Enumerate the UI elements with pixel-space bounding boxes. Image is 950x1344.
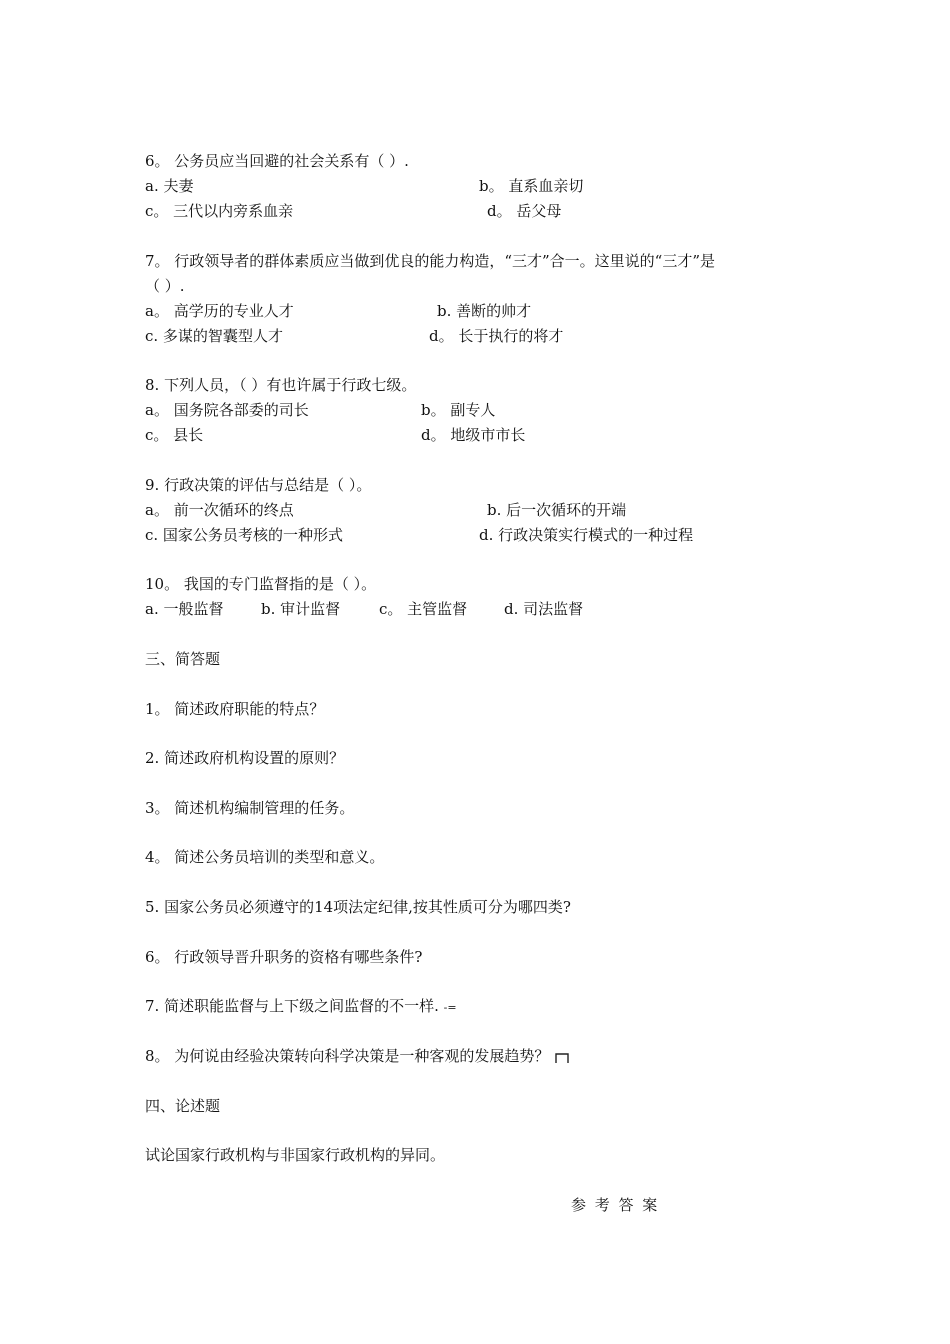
short-answer-6: 6。 行政领导晋升职务的资格有哪些条件? [145,948,423,966]
q10-stem: 10。 我国的专门监督指的是（ ）。 [145,575,377,593]
short-answer-8-row [145,1047,570,1065]
q7-stem-continued: （ ）. [145,277,185,295]
q8-option-b: b。 副专人 [421,401,496,419]
q9-option-a: a。 前一次循环的终点 [145,501,294,519]
q7-option-b: b. 善断的帅才 [437,302,532,320]
short-answer-4: 4。 简述公务员培训的类型和意义。 [145,848,385,866]
q6-option-a: a. 夫妻 [145,177,194,195]
short-answer-3: 3。 简述机构编制管理的任务。 [145,799,355,817]
q6-stem: 6。 公务员应当回避的社会关系有（ ）. [145,152,409,170]
q6-option-d: d。 岳父母 [487,202,562,220]
scan-mark-icon [554,1050,570,1064]
q7-option-d: d。 长于执行的将才 [429,327,564,345]
section-4-heading: 四、论述题 [145,1097,221,1115]
scan-mark-icon: -= [443,1001,457,1014]
q6-option-b: b。 直系血亲切 [479,177,584,195]
q8-option-a: a。 国务院各部委的司长 [145,401,309,419]
q8-option-d: d。 地级市市长 [421,426,526,444]
answers-heading: 参 考 答 案 [571,1196,660,1214]
q9-option-b: b. 后一次循环的开端 [487,501,627,519]
q9-option-d: d. 行政决策实行模式的一种过程 [479,526,694,544]
q10-option-d: d. 司法监督 [504,600,584,618]
q7-option-c: c. 多谋的智囊型人才 [145,327,283,345]
q9-stem: 9. 行政决策的评估与总结是（ ）。 [145,476,372,494]
short-answer-7-row [145,997,457,1017]
q10-option-c: c。 主管监督 [379,600,468,618]
q9-option-c: c. 国家公务员考核的一种形式 [145,526,343,544]
essay-question: 试论国家行政机构与非国家行政机构的异同。 [145,1146,446,1164]
section-3-heading: 三、简答题 [145,650,221,668]
q7-option-a: a。 高学历的专业人才 [145,302,294,320]
short-answer-8: 8。 为何说由经验决策转向科学决策是一种客观的发展趋势？ [145,1047,550,1065]
short-answer-5: 5. 国家公务员必须遵守的14项法定纪律,按其性质可分为哪四类? [145,898,571,916]
short-answer-1: 1。 简述政府职能的特点？ [145,700,325,718]
q7-stem: 7。 行政领导者的群体素质应当做到优良的能力构造，“三才”合一。这里说的“三才”是 [145,252,715,270]
short-answer-7: 7. 简述职能监督与上下级之间监督的不一样. [145,997,439,1015]
q8-option-c: c。 县长 [145,426,204,444]
q10-option-b: b. 审计监督 [261,600,341,618]
q8-stem: 8. 下列人员，（ ）有也许属于行政七级。 [145,376,417,394]
q6-option-c: c。 三代以内旁系血亲 [145,202,294,220]
short-answer-2: 2. 简述政府机构设置的原则？ [145,749,345,767]
q10-option-a: a. 一般监督 [145,600,224,618]
